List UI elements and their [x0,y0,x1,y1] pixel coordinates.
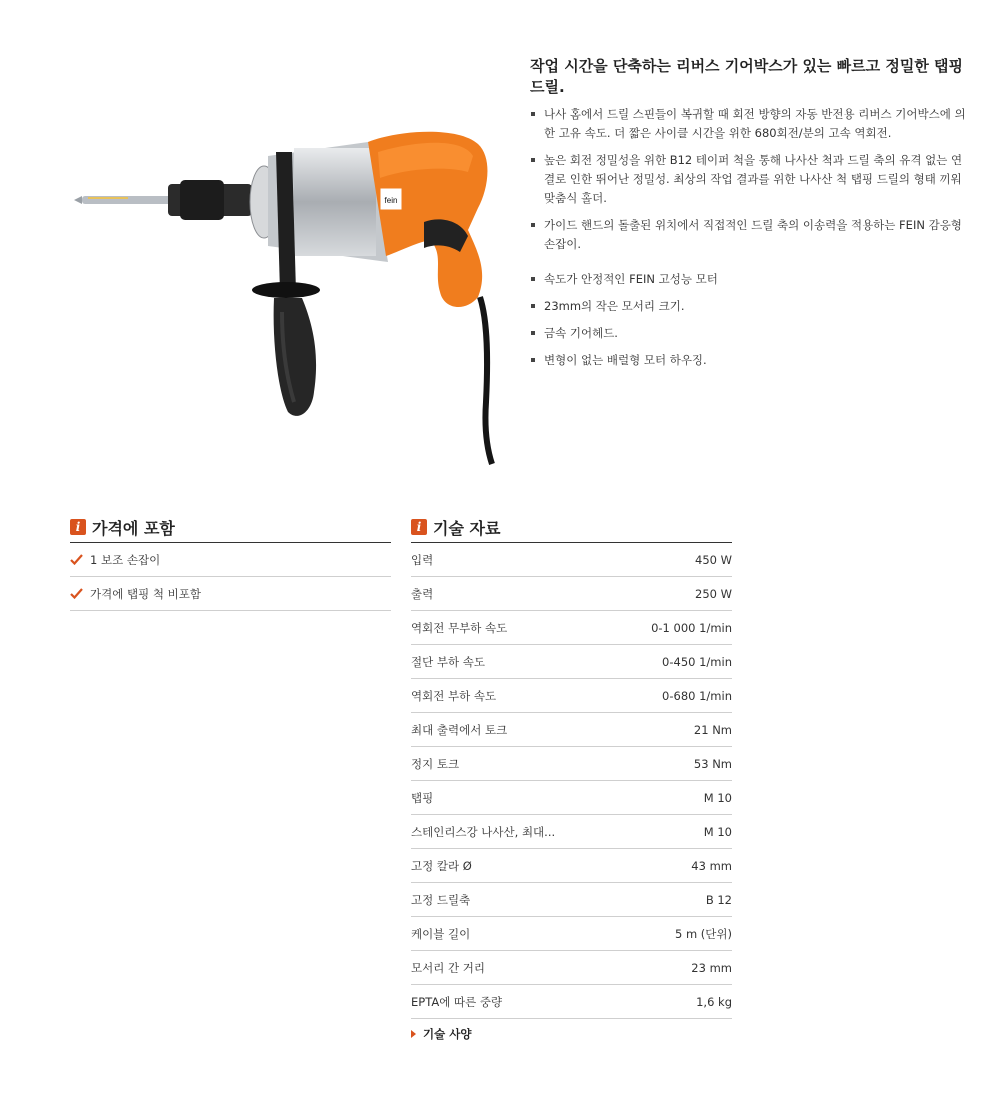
spec-value: 21 Nm [693,722,732,737]
spec-row [411,543,732,577]
info-icon: i [411,519,427,535]
spec-row [411,951,732,985]
spec-label: 절단 부하 속도 [411,654,485,669]
spec-label: 역회전 부하 속도 [411,688,497,703]
spec-value: 0-1 000 1/min [651,620,732,635]
info-icon: i [70,519,86,535]
arrow-right-icon [411,1030,416,1038]
feature-item: 높은 회전 정밀성을 위한 B12 테이퍼 척을 통해 나사산 척과 드릴 축의 유격 없는 연결로 인한 뛰어난 정밀성. 최상의 작업 결과를 위한 나사산 척 탭핑 드릴의 형태 끼워 맞춤식 홀더. [530,151,970,208]
tech-specs-link-label[interactable]: 기술 사양 [423,1027,472,1041]
drill-cable [480,297,492,464]
included-header [70,512,391,543]
checkmark-icon [70,588,90,599]
included-section [70,512,391,611]
spec-row [411,645,732,679]
tech-specs-link[interactable] [411,1019,732,1049]
included-item [70,543,391,577]
spec-row [411,815,732,849]
included-item-label: 1 보조 손잡이 [90,552,161,567]
checkmark-icon [70,554,90,565]
spec-row [411,611,732,645]
spec-label: 케이블 길이 [411,926,471,941]
product-image [68,112,508,472]
feature-item: 변형이 없는 배럴형 모터 하우징. [530,351,970,370]
product-headline: 작업 시간을 단축하는 리버스 기어박스가 있는 빠르고 정밀한 탭핑 드릴. [530,57,964,96]
spec-value: 5 m (단위) [674,926,732,941]
spec-row [411,985,732,1019]
spec-value: B 12 [705,892,732,907]
feature-list [530,105,970,378]
spec-label: 탭핑 [411,790,434,805]
feature-item: 나사 홈에서 드릴 스핀들이 복귀할 때 회전 방향의 자동 반전용 리버스 기어박스에 의한 고유 속도. 더 짧은 사이클 시간을 위한 680회전/분의 고속 역회전. [530,105,970,143]
included-item [70,577,391,611]
spec-row [411,713,732,747]
spec-value: 0-680 1/min [662,688,732,703]
svg-text:fein: fein [384,196,398,205]
spec-value: 250 W [695,586,732,601]
feature-item: 속도가 안정적인 FEIN 고성능 모터 [530,270,970,289]
spec-row [411,781,732,815]
feature-item: 가이드 핸드의 돌출된 위치에서 직접적인 드릴 축의 이송력을 적용하는 FEIN 감응형 손잡이. [530,216,970,254]
spec-label: 출력 [411,586,434,601]
tech-header [411,512,732,543]
included-item-label: 가격에 탭핑 척 비포함 [90,586,201,601]
spec-label: EPTA에 따른 중량 [411,994,503,1009]
spec-value: 450 W [695,552,732,567]
spec-value: 1,6 kg [696,994,732,1009]
spec-label: 정지 토크 [411,756,460,771]
feature-item: 금속 기어헤드. [530,324,970,343]
spec-row [411,849,732,883]
spec-label: 입력 [411,552,434,567]
spec-label: 스테인리스강 나사산, 최대... [411,824,556,839]
spec-row [411,883,732,917]
spec-row [411,917,732,951]
included-title: 가격에 포함 [92,518,175,538]
spec-value: 53 Nm [693,756,732,771]
tech-title: 기술 자료 [433,518,501,538]
feature-item: 23mm의 작은 모서리 크기. [530,297,970,316]
spec-value: 43 mm [691,858,732,873]
spec-label: 최대 출력에서 토크 [411,722,508,737]
spec-label: 고정 칼라 Ø [411,858,472,873]
spec-row [411,747,732,781]
spec-value: 23 mm [691,960,732,975]
spec-row [411,679,732,713]
spec-label: 모서리 간 거리 [411,960,485,975]
spec-row [411,577,732,611]
spec-value: 0-450 1/min [662,654,732,669]
tech-data-section [411,512,732,1049]
spec-label: 고정 드릴축 [411,892,471,907]
spec-label: 역회전 무부하 속도 [411,620,508,635]
spec-value: M 10 [703,790,732,805]
spec-value: M 10 [703,824,732,839]
